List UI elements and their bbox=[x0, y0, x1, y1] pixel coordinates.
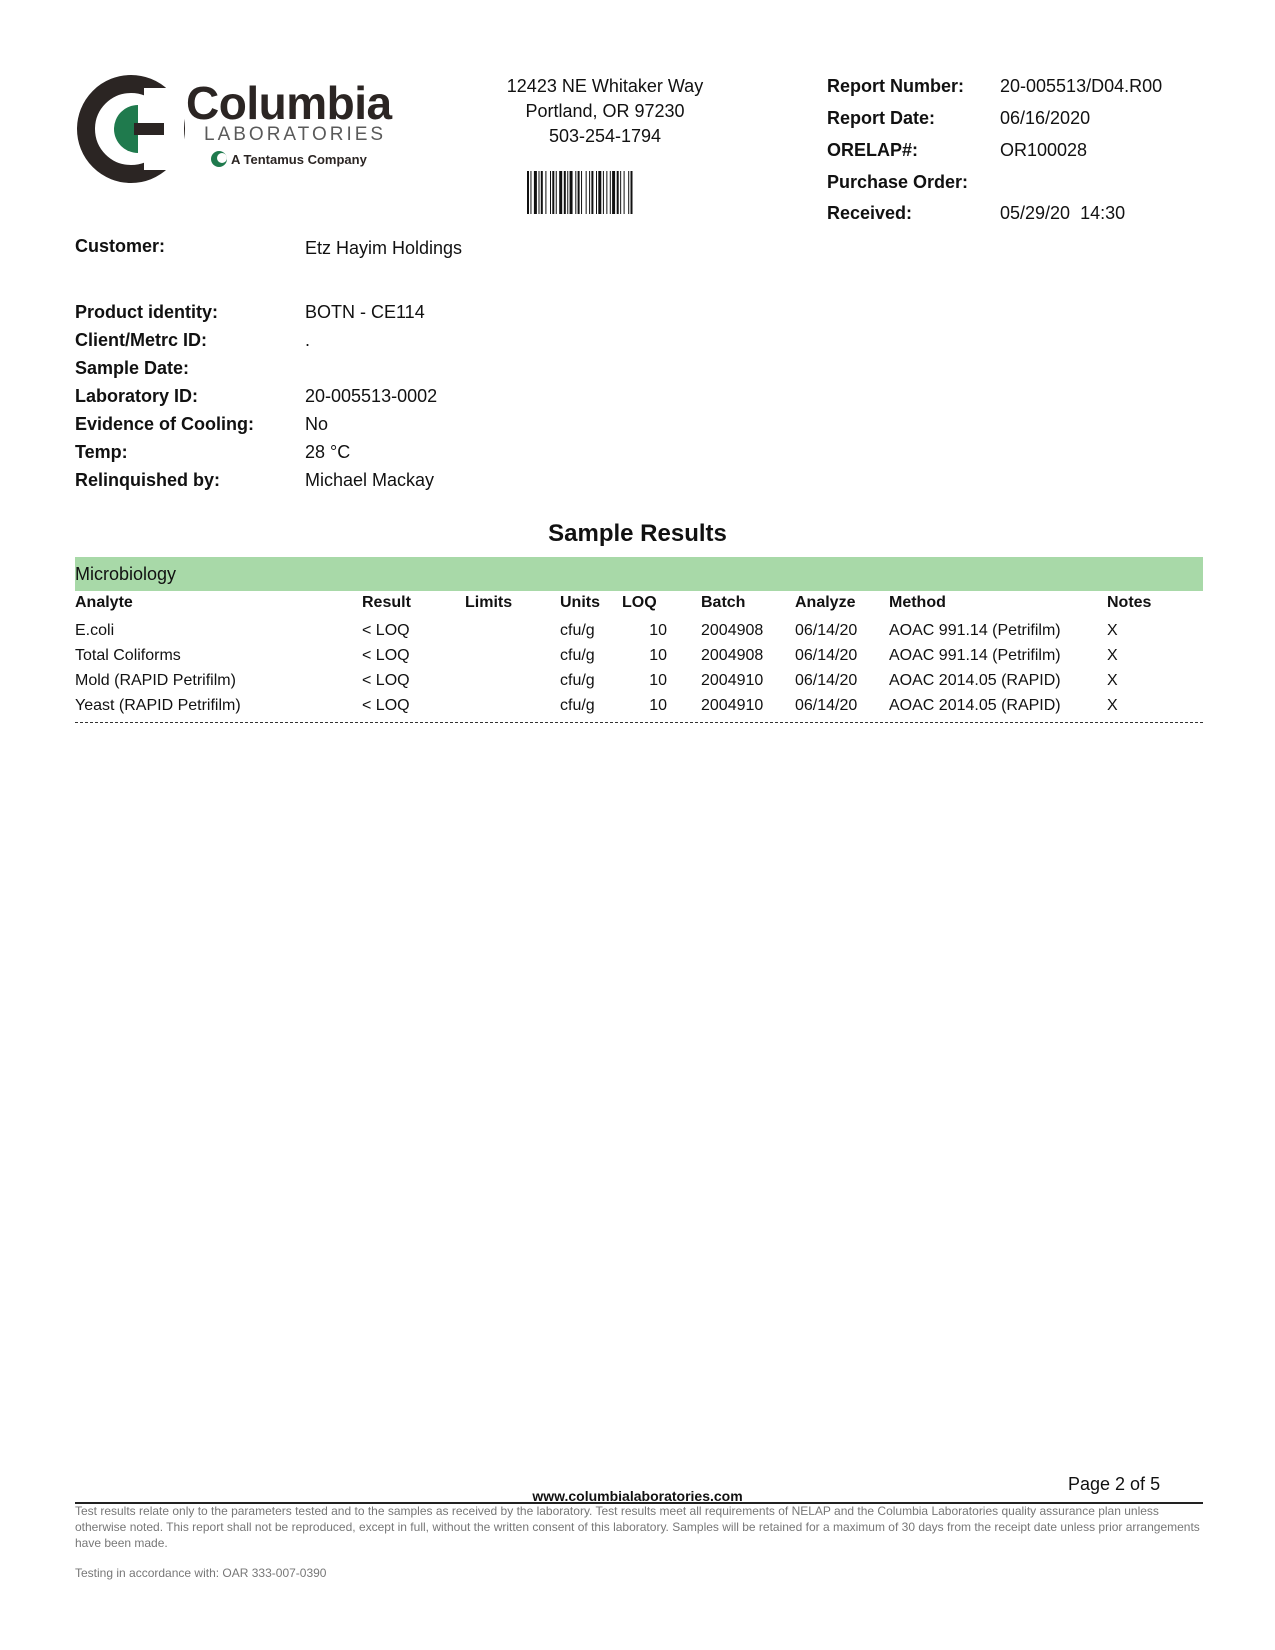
logo-subtitle: LABORATORIES bbox=[204, 124, 387, 145]
evidence-of-cooling-label: Evidence of Cooling: bbox=[75, 414, 255, 434]
cell-analyze-date: 06/14/20 bbox=[795, 696, 858, 714]
cell-result: < LOQ bbox=[362, 646, 410, 664]
barcode-bar bbox=[552, 171, 554, 214]
cell-limits bbox=[465, 693, 560, 718]
section-label: Microbiology bbox=[75, 564, 177, 584]
barcode-bar bbox=[631, 171, 633, 214]
cell-batch: 2004908 bbox=[701, 646, 764, 664]
sample-results-title: Sample Results bbox=[548, 520, 727, 547]
company-logo bbox=[76, 74, 406, 186]
barcode-bar bbox=[596, 171, 597, 214]
cell-result: < LOQ bbox=[362, 671, 410, 689]
cell-loq: 10 bbox=[649, 671, 667, 689]
column-header-result: Result bbox=[362, 594, 411, 611]
product-identity-label: Product identity: bbox=[75, 302, 218, 322]
column-header-analyte: Analyte bbox=[75, 594, 133, 611]
received-label: Received: bbox=[827, 203, 913, 223]
cell-analyte: E.coli bbox=[75, 621, 115, 639]
cell-limits bbox=[465, 668, 560, 693]
barcode-bar bbox=[575, 171, 576, 214]
cell-analyte: Mold (RAPID Petrifilm) bbox=[75, 671, 236, 689]
cell-notes: X bbox=[1107, 646, 1118, 664]
cell-loq: 10 bbox=[649, 621, 667, 639]
column-header-analyze: Analyze bbox=[795, 594, 856, 611]
cell-loq: 10 bbox=[649, 646, 667, 664]
barcode-bar bbox=[624, 171, 625, 214]
logo-wordmark: Columbia bbox=[186, 77, 392, 129]
cell-loq: 10 bbox=[649, 696, 667, 714]
orelap-label: ORELAP#: bbox=[827, 140, 919, 160]
report-date-label: Report Date: bbox=[827, 108, 936, 128]
barcode-bar bbox=[545, 171, 546, 214]
cell-limits bbox=[465, 643, 560, 668]
cell-notes: X bbox=[1107, 696, 1118, 714]
metrc-id: . bbox=[305, 330, 311, 350]
barcode-bar bbox=[564, 171, 566, 214]
barcode-bar bbox=[527, 171, 529, 214]
cell-method: AOAC 991.14 (Petrifilm) bbox=[889, 621, 1061, 639]
report-number: 20-005513/D04.R00 bbox=[1000, 76, 1163, 96]
barcode-bar bbox=[589, 171, 590, 214]
evidence-of-cooling: No bbox=[305, 414, 329, 434]
barcode-bar bbox=[606, 171, 607, 214]
cell-result: < LOQ bbox=[362, 621, 410, 639]
table-row bbox=[75, 668, 1203, 693]
table-row bbox=[75, 616, 1203, 643]
lab-address-line1: 12423 NE Whitaker Way bbox=[506, 76, 704, 96]
table-row bbox=[75, 643, 1203, 668]
lab-phone: 503-254-1794 bbox=[548, 126, 662, 146]
barcode-bar bbox=[581, 171, 582, 214]
cell-units: cfu/g bbox=[560, 646, 595, 664]
barcode-bar bbox=[530, 171, 531, 214]
laboratory-id: 20-005513-0002 bbox=[305, 386, 438, 406]
cell-units: cfu/g bbox=[560, 696, 595, 714]
temp-label: Temp: bbox=[75, 442, 128, 462]
product-identity: BOTN - CE114 bbox=[305, 302, 425, 322]
results-body bbox=[75, 616, 1203, 718]
cell-method: AOAC 2014.05 (RAPID) bbox=[889, 696, 1061, 714]
cell-analyze-date: 06/14/20 bbox=[795, 621, 858, 639]
column-header-method: Method bbox=[889, 594, 946, 611]
report-number-label: Report Number: bbox=[827, 76, 965, 96]
lab-address-line2: Portland, OR 97230 bbox=[525, 101, 685, 121]
sample-date-label: Sample Date: bbox=[75, 358, 190, 378]
received-datetime: 05/29/20 14:30 bbox=[1000, 203, 1126, 223]
compliance-text: Testing in accordance with: OAR 333-007-0390 bbox=[75, 1566, 327, 1580]
barcode-bar bbox=[534, 171, 537, 214]
cell-result: < LOQ bbox=[362, 696, 410, 714]
cell-analyze-date: 06/14/20 bbox=[795, 646, 858, 664]
cell-analyte: Total Coliforms bbox=[75, 646, 181, 664]
barcode-bar bbox=[591, 171, 593, 214]
barcode-bar bbox=[586, 171, 587, 214]
orelap-number: OR100028 bbox=[1000, 140, 1088, 160]
page-number: Page 2 of 5 bbox=[1068, 1474, 1161, 1494]
table-row bbox=[75, 693, 1203, 718]
cell-notes: X bbox=[1107, 671, 1118, 689]
barcode-bar bbox=[541, 171, 543, 214]
cell-analyte: Yeast (RAPID Petrifilm) bbox=[75, 696, 241, 714]
cell-batch: 2004910 bbox=[701, 696, 764, 714]
column-header-batch: Batch bbox=[701, 594, 746, 611]
cell-notes: X bbox=[1107, 621, 1118, 639]
temp-value: 28 °C bbox=[305, 442, 351, 462]
cell-units: cfu/g bbox=[560, 671, 595, 689]
barcode-bar bbox=[610, 171, 611, 214]
customer-name: Etz Hayim Holdings bbox=[305, 238, 463, 258]
report-date: 06/16/2020 bbox=[1000, 108, 1091, 128]
barcode-bar bbox=[603, 171, 604, 214]
barcode-bar bbox=[612, 171, 615, 214]
website-link[interactable]: www.columbialaboratories.com bbox=[532, 1488, 743, 1504]
cell-units: cfu/g bbox=[560, 621, 595, 639]
barcode-bar bbox=[578, 171, 580, 214]
cell-method: AOAC 991.14 (Petrifilm) bbox=[889, 646, 1061, 664]
cell-method: AOAC 2014.05 (RAPID) bbox=[889, 671, 1061, 689]
cell-analyze-date: 06/14/20 bbox=[795, 671, 858, 689]
barcode-bar bbox=[628, 171, 629, 214]
column-header-notes: Notes bbox=[1107, 594, 1152, 611]
cell-batch: 2004908 bbox=[701, 621, 764, 639]
column-header-limits: Limits bbox=[465, 594, 513, 611]
columbia-c-mark-icon bbox=[76, 74, 186, 184]
customer-label: Customer: bbox=[75, 236, 166, 256]
relinquished-by: Michael Mackay bbox=[305, 470, 435, 490]
tentamus-icon bbox=[209, 148, 229, 168]
barcode-icon bbox=[527, 171, 667, 214]
disclaimer-text: Test results relate only to the parameters tested and to the samples as received by the laboratory. Test results meet all requirements of NELAP and the Columbia Laboratories quality assurance plan unless otherwise noted. This report shall not be reproduced, except in full, without the written consent of this laboratory. Samples will be retained for a maximum of 30 days from the receipt date unless prior arrangements have been made. bbox=[75, 1504, 1200, 1550]
barcode-bar bbox=[598, 171, 601, 214]
metrc-id-label: Client/Metrc ID: bbox=[75, 330, 208, 350]
barcode-bar bbox=[620, 171, 621, 214]
results-header-row bbox=[75, 594, 1203, 616]
cell-batch: 2004910 bbox=[701, 671, 764, 689]
logo-tagline: A Tentamus Company bbox=[231, 152, 367, 167]
barcode-bar bbox=[559, 171, 562, 214]
barcode-bar bbox=[617, 171, 619, 214]
barcode-bar bbox=[550, 171, 551, 214]
column-header-loq: LOQ bbox=[622, 594, 657, 611]
results-table bbox=[75, 594, 1203, 718]
section-header-microbiology bbox=[75, 557, 1203, 591]
barcode-bar bbox=[556, 171, 557, 214]
barcode-bar bbox=[570, 171, 573, 214]
table-end-divider bbox=[75, 722, 1203, 723]
cell-limits bbox=[465, 616, 560, 643]
barcode-bar bbox=[567, 171, 568, 214]
relinquished-by-label: Relinquished by: bbox=[75, 470, 221, 490]
laboratory-id-label: Laboratory ID: bbox=[75, 386, 199, 406]
barcode-bar bbox=[539, 171, 540, 214]
purchase-order-label: Purchase Order: bbox=[827, 172, 969, 192]
column-header-units: Units bbox=[560, 594, 600, 611]
